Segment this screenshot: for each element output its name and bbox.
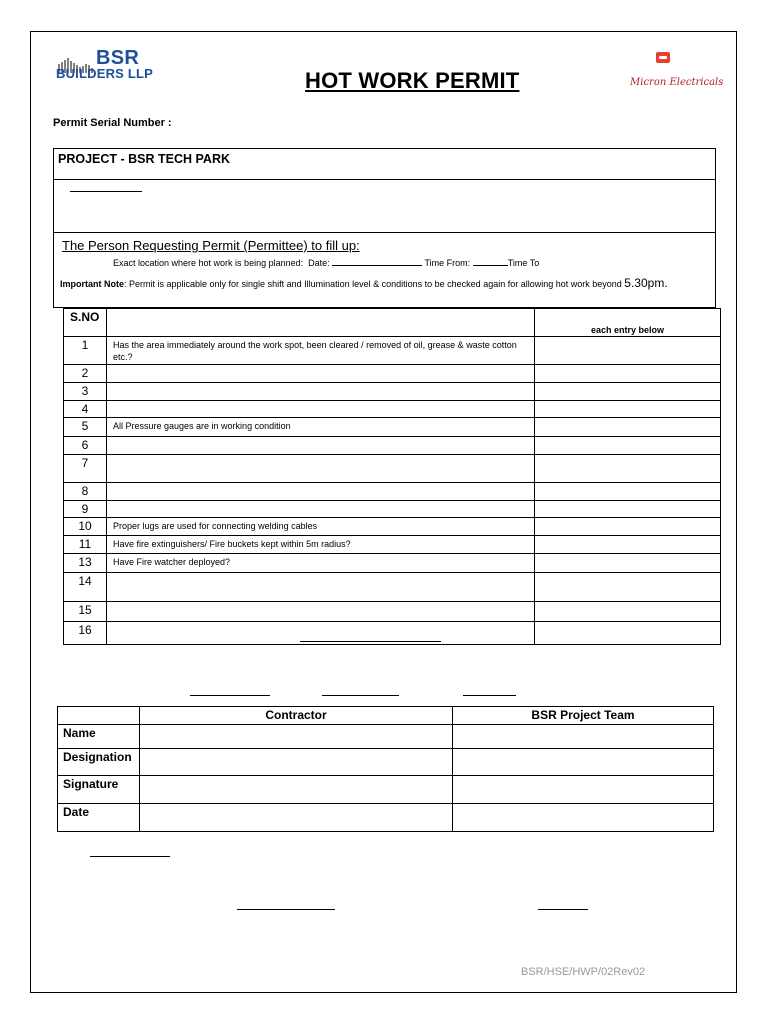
row-number: 10 <box>64 518 107 536</box>
note-text: : Permit is applicable only for single shift and Illumination level & conditions to be checked again for allowing hot work beyond <box>124 279 622 289</box>
row-description <box>107 573 535 602</box>
logo-brand: BSR <box>96 47 140 69</box>
checklist-row <box>64 337 721 365</box>
checklist-row <box>64 455 721 483</box>
contractor-date-cell[interactable] <box>140 804 453 832</box>
row-number: 15 <box>64 602 107 622</box>
row-number: 16 <box>64 622 107 645</box>
checklist-fill-line[interactable] <box>300 641 441 642</box>
document-code: BSR/HSE/HWP/02Rev02 <box>521 966 646 978</box>
row-entry-cell[interactable] <box>535 455 721 483</box>
checklist-row <box>64 483 721 501</box>
row-entry-cell[interactable] <box>535 573 721 602</box>
checklist-row <box>64 383 721 401</box>
signature-line[interactable] <box>463 695 516 696</box>
checklist-header-row <box>64 309 721 337</box>
time-to-label: Time To <box>507 258 540 268</box>
checklist-row <box>64 365 721 383</box>
approval-row <box>58 725 714 749</box>
row-number: 6 <box>64 437 107 455</box>
bsr-builders-logo <box>56 47 156 86</box>
bsr-date-cell[interactable] <box>453 804 714 832</box>
row-entry-cell[interactable] <box>535 501 721 518</box>
row-entry-cell[interactable] <box>535 337 721 365</box>
approval-row-label: Name <box>58 725 140 749</box>
row-description <box>107 365 535 383</box>
bsr-team-header: BSR Project Team <box>453 707 714 725</box>
row-number: 13 <box>64 554 107 573</box>
checklist-row <box>64 554 721 573</box>
row-number: 9 <box>64 501 107 518</box>
checklist-row <box>64 501 721 518</box>
row-description <box>107 602 535 622</box>
row-number: 7 <box>64 455 107 483</box>
approval-row <box>58 749 714 776</box>
row-entry-cell[interactable] <box>535 554 721 573</box>
checklist-row <box>64 518 721 536</box>
row-description <box>107 501 535 518</box>
logo-subtitle: BUILDERS LLP <box>56 66 154 81</box>
checklist-row <box>64 536 721 554</box>
entry-header: each entry below <box>535 309 721 337</box>
approval-row <box>58 804 714 832</box>
row-entry-cell[interactable] <box>535 518 721 536</box>
micron-logo-text: Micron Electricals <box>630 77 724 88</box>
location-label: Exact location where hot work is being planned: <box>113 258 304 268</box>
approval-header-row <box>58 707 714 725</box>
location-line <box>113 256 539 268</box>
checklist-row <box>64 602 721 622</box>
row-description: Has the area immediately around the work spot, been cleared / removed of oil, grease & waste cotton etc.? <box>107 337 535 365</box>
note-time: 5.30pm. <box>624 276 668 290</box>
blank-entry-row <box>54 180 715 233</box>
row-description: Have Fire watcher deployed? <box>107 554 535 573</box>
bsr-designation-cell[interactable] <box>453 749 714 776</box>
description-header <box>107 309 535 337</box>
bsr-name-cell[interactable] <box>453 725 714 749</box>
checklist-row <box>64 418 721 437</box>
note-label: Important Note <box>60 279 124 289</box>
approval-row-label: Signature <box>58 776 140 804</box>
row-entry-cell[interactable] <box>535 536 721 554</box>
approval-row-label: Date <box>58 804 140 832</box>
signature-line[interactable] <box>322 695 399 696</box>
row-description: Proper lugs are used for connecting welding cables <box>107 518 535 536</box>
approval-corner-cell <box>58 707 140 725</box>
contractor-name-cell[interactable] <box>140 725 453 749</box>
project-section <box>53 148 716 308</box>
row-number: 2 <box>64 365 107 383</box>
permit-serial-label: Permit Serial Number : <box>53 117 172 129</box>
row-entry-cell[interactable] <box>535 401 721 418</box>
row-entry-cell[interactable] <box>535 437 721 455</box>
row-entry-cell[interactable] <box>535 365 721 383</box>
row-entry-cell[interactable] <box>535 483 721 501</box>
row-description: Have fire extinguishers/ Fire buckets kept within 5m radius? <box>107 536 535 554</box>
row-entry-cell[interactable] <box>535 622 721 645</box>
blank-fill-line[interactable] <box>70 191 142 192</box>
row-entry-cell[interactable] <box>535 383 721 401</box>
blank-fill-line[interactable] <box>90 856 170 857</box>
blank-fill-line[interactable] <box>237 909 335 910</box>
row-number: 3 <box>64 383 107 401</box>
contractor-designation-cell[interactable] <box>140 749 453 776</box>
row-description <box>107 401 535 418</box>
row-entry-cell[interactable] <box>535 602 721 622</box>
time-from-label: Time From: <box>424 258 471 268</box>
project-row <box>54 149 715 180</box>
row-description <box>107 483 535 501</box>
checklist-row <box>64 573 721 602</box>
row-number: 8 <box>64 483 107 501</box>
micron-electricals-logo <box>626 44 724 94</box>
permittee-heading: The Person Requesting Permit (Permittee) to fill up: <box>62 238 360 253</box>
sno-header: S.NO <box>64 309 107 337</box>
bsr-signature-cell[interactable] <box>453 776 714 804</box>
approval-table <box>57 706 714 832</box>
important-note <box>60 276 710 292</box>
time-from-field[interactable] <box>473 256 508 266</box>
row-description <box>107 383 535 401</box>
approval-row-label: Designation <box>58 749 140 776</box>
row-description: All Pressure gauges are in working condition <box>107 418 535 437</box>
micron-mark-icon <box>656 52 670 63</box>
row-entry-cell[interactable] <box>535 418 721 437</box>
row-number: 1 <box>64 337 107 365</box>
row-number: 11 <box>64 536 107 554</box>
contractor-header: Contractor <box>140 707 453 725</box>
checklist-row <box>64 401 721 418</box>
date-label: Date: <box>308 258 330 268</box>
row-number: 14 <box>64 573 107 602</box>
contractor-signature-cell[interactable] <box>140 776 453 804</box>
row-number: 5 <box>64 418 107 437</box>
row-number: 4 <box>64 401 107 418</box>
project-title: PROJECT - BSR TECH PARK <box>58 152 231 166</box>
approval-row <box>58 776 714 804</box>
row-description <box>107 455 535 483</box>
signature-line[interactable] <box>190 695 270 696</box>
page-title: HOT WORK PERMIT <box>305 68 520 93</box>
blank-fill-line[interactable] <box>538 909 588 910</box>
date-field[interactable] <box>332 256 422 266</box>
row-description <box>107 437 535 455</box>
checklist-row <box>64 437 721 455</box>
checklist-table <box>63 308 721 645</box>
